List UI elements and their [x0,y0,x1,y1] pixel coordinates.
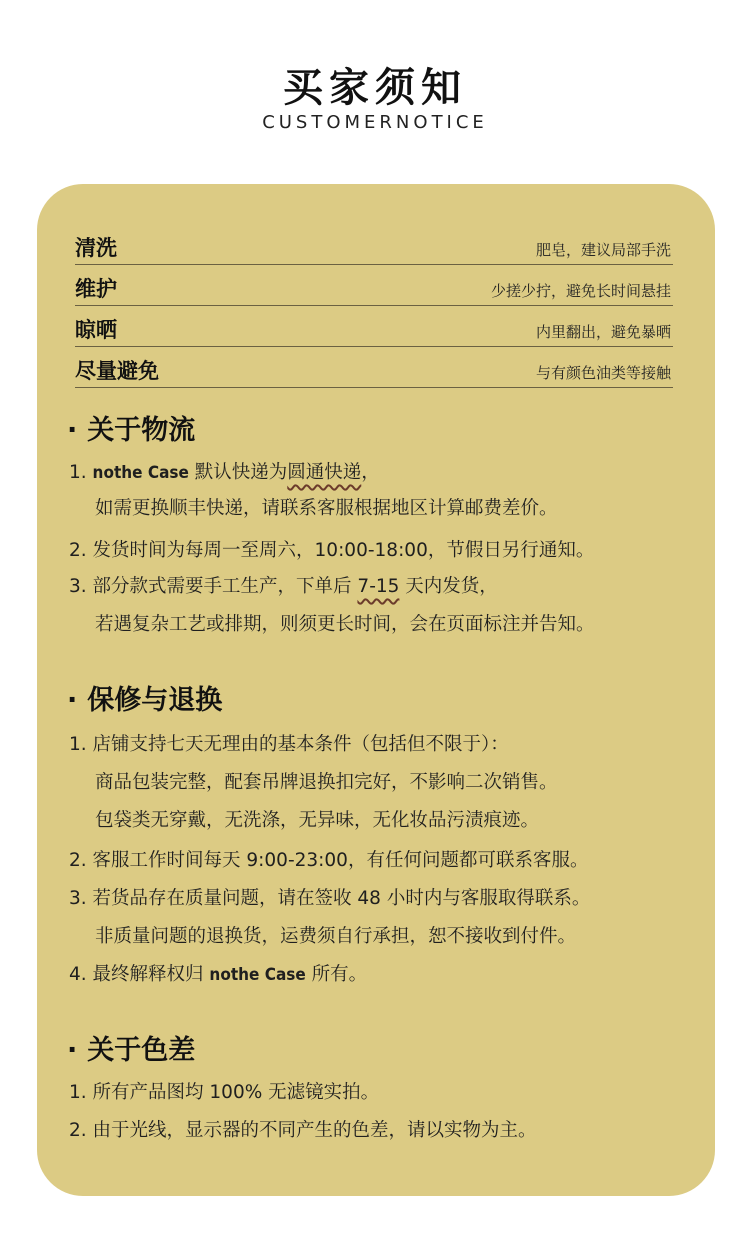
color-line-2: 2. 由于光线，显示器的不同产生的色差，请以实物为主。 [69,1120,537,1141]
underlined-text: 圆通快递 [287,462,362,483]
line-text: ， [361,462,380,483]
care-value: 与有颜色油类等接触 [535,364,671,382]
logistics-line-3-cont: 若遇复杂工艺或排期，则须更长时间，会在页面标注并告知。 [95,614,595,635]
list-number: 1. [69,462,93,483]
section-title: 关于色差 [87,1035,196,1066]
logistics-line-1-cont: 如需更换顺丰快递，请联系客服根据地区计算邮费差价。 [95,498,558,519]
section-heading-logistics [67,408,195,447]
section-heading-warranty [67,678,222,717]
bullet-dot: · [67,1035,78,1066]
logistics-line-3 [69,572,709,598]
warranty-line-4 [69,960,709,986]
care-label: 维护 [75,277,117,301]
line-text: 天内发货， [399,576,498,597]
care-value: 少搓少拧，避免长时间悬挂 [490,282,671,300]
brand-name: nothe Case [209,965,306,985]
care-label: 晾晒 [75,318,117,342]
warranty-line-3: 3. 若货品存在质量问题，请在签收 48 小时内与客服取得联系。 [69,888,591,909]
color-line-1: 1. 所有产品图均 100% 无滤镜实拍。 [69,1082,380,1103]
brand-name: nothe Case [92,463,189,483]
page-subtitle: CUSTOMERNOTICE [262,112,488,133]
underlined-text: 7-15 [357,576,400,597]
care-label: 尽量避免 [75,359,159,383]
logistics-line-2: 2. 发货时间为每周一至周六，10:00-18:00，节假日另行通知。 [69,540,595,561]
care-row [75,265,673,306]
section-title: 保修与退换 [87,685,223,716]
warranty-line-1: 1. 店铺支持七天无理由的基本条件（包括但不限于）： [69,734,509,755]
bullet-dot: · [67,685,78,716]
care-value: 内里翻出，避免暴晒 [535,323,671,341]
line-text: 默认快递为 [188,462,288,483]
care-value: 肥皂，建议局部手洗 [535,241,671,259]
warranty-line-1-cont-1: 商品包装完整，配套吊牌退换扣完好，不影响二次销售。 [95,772,558,793]
care-row [75,306,673,347]
line-text: 3. 部分款式需要手工生产，下单后 [69,576,358,597]
care-row [75,224,673,265]
care-label: 清洗 [75,236,117,260]
bullet-dot: · [67,415,78,446]
section-title: 关于物流 [87,415,196,446]
line-text: 4. 最终解释权归 [69,964,210,985]
care-row [75,347,673,388]
warranty-line-3-cont: 非质量问题的退换货，运费须自行承担，恕不接收到付件。 [95,926,577,947]
line-text: 所有。 [305,964,368,985]
notice-card [37,184,715,1196]
page-title: 买家须知 [283,65,467,111]
care-table [75,224,673,388]
section-heading-color [67,1028,195,1067]
logistics-line-1 [69,458,709,484]
warranty-line-2: 2. 客服工作时间每天 9:00-23:00，有任何问题都可联系客服。 [69,850,589,871]
warranty-line-1-cont-2: 包袋类无穿戴，无洗涤，无异味，无化妆品污渍痕迹。 [95,810,540,831]
